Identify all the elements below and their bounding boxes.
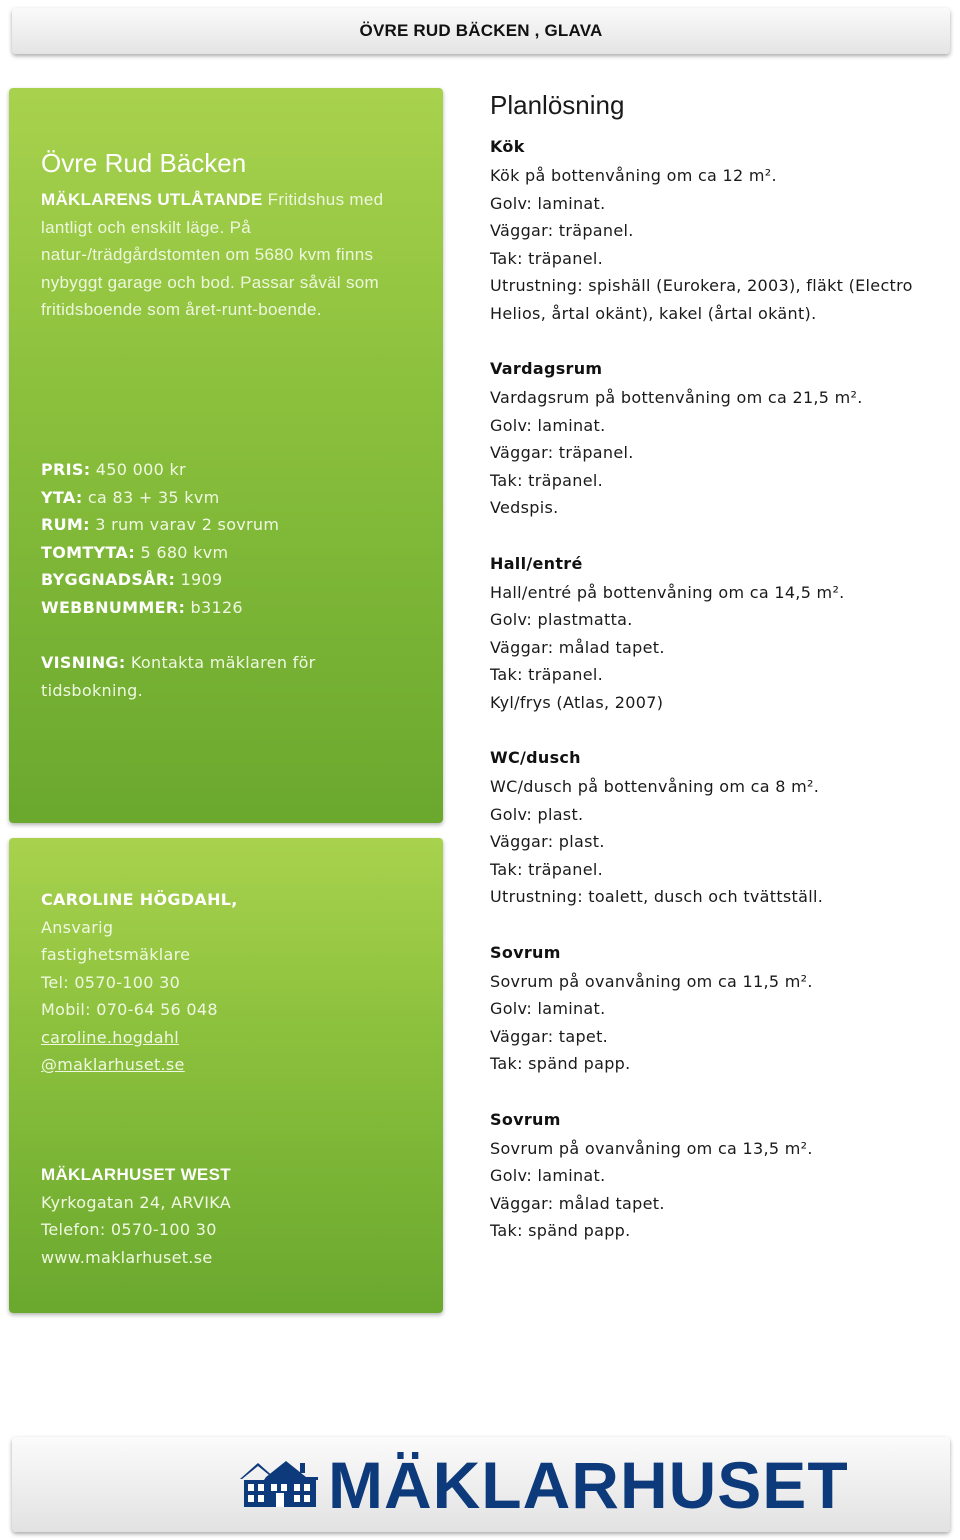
room-detail-line: Tak: träpanel.: [490, 470, 604, 490]
room-heading: WC/dusch: [490, 748, 581, 767]
room-heading: Kök: [490, 137, 525, 156]
room-detail-line: Väggar: målad tapet.: [490, 637, 665, 657]
room-detail-line: Tak: träpanel.: [490, 665, 604, 684]
room-detail-line: Vardagsrum på bottenvåning om ca 21,5 m².: [490, 388, 863, 407]
room-detail-line: Golv: laminat.: [490, 999, 606, 1018]
contact-panel: [9, 838, 443, 1313]
fact-value: b3126: [185, 597, 243, 617]
agent-phone[interactable]: Tel: 0570-100 30: [41, 972, 181, 992]
floor-plan-title: Planlösning: [490, 90, 625, 120]
viewing-label: VISNING:: [41, 653, 126, 672]
maklarhuset-logo-text: MÄKLARHUSET: [328, 1448, 849, 1522]
property-facts: [41, 456, 431, 621]
agent-email-part-1[interactable]: caroline.hogdahl: [41, 1027, 180, 1047]
fact-rooms: [41, 511, 431, 539]
agent-email-part-2[interactable]: @maklarhuset.se: [41, 1055, 185, 1074]
room-detail-line: Tak: träpanel.: [490, 248, 604, 268]
property-info-panel: [9, 88, 443, 823]
room-detail-line: Väggar: träpanel.: [490, 443, 634, 462]
fact-label: YTA:: [41, 487, 83, 507]
fact-value: 5 680 kvm: [135, 542, 229, 562]
room-detail-line: WC/dusch på bottenvåning om ca 8 m².: [490, 777, 820, 796]
room-detail-line: Väggar: målad tapet.: [490, 1193, 665, 1213]
room-detail-line: Golv: laminat.: [490, 193, 606, 213]
agent-name: CAROLINE HÖGDAHL,: [41, 890, 238, 909]
page-header: [12, 8, 950, 54]
maklarhuset-house-logo-icon: [238, 1459, 320, 1509]
room-detail-line: Vedspis.: [490, 498, 559, 517]
office-contact: [41, 1161, 341, 1271]
room-section: [490, 1105, 950, 1245]
fact-web-number: [41, 594, 431, 622]
room-section: [490, 549, 950, 717]
footer-logo-bar: [12, 1437, 950, 1532]
fact-plot-area: [41, 539, 431, 567]
room-detail-line: Tak: träpanel.: [490, 859, 604, 879]
fact-area: [41, 484, 431, 512]
fact-value: 450 000 kr: [90, 460, 186, 479]
room-section: [490, 938, 950, 1078]
room-detail-line: Utrustning: spishäll (Eurokera, 2003), fläkt (Electro Helios, årtal okänt), kakel (årtal okänt).: [490, 276, 913, 323]
fact-value: ca 83 + 35 kvm: [82, 487, 220, 507]
room-heading: Sovrum: [490, 942, 561, 962]
fact-value: 1909: [175, 570, 223, 589]
agent-role: Ansvarig fastighetsmäklare: [41, 917, 191, 964]
office-phone[interactable]: Telefon: 0570-100 30: [41, 1220, 217, 1239]
fact-label: BYGGNADSÅR:: [41, 570, 176, 589]
room-section: [490, 132, 950, 327]
room-heading: Hall/entré: [490, 553, 583, 573]
office-name: MÄKLARHUSET WEST: [41, 1165, 231, 1184]
viewing-info: [41, 649, 341, 704]
room-sections: [490, 132, 950, 1245]
broker-statement-text: Fritidshus med lantligt och enskilt läge. På natur-/trädgårdstomten om 5680 kvm finns nybyggt garage och bod. Passar såväl som fritidsboende som året-runt-boende.: [41, 190, 384, 319]
viewing-text: Kontakta mäklaren för tidsbokning.: [41, 653, 316, 700]
fact-label: PRIS:: [41, 460, 91, 479]
room-detail-line: Golv: laminat.: [490, 415, 606, 435]
fact-label: WEBBNUMMER:: [41, 597, 186, 617]
fact-build-year: [41, 566, 431, 594]
room-detail-line: Kök på bottenvåning om ca 12 m².: [490, 166, 777, 185]
room-detail-line: Utrustning: toalett, dusch och tvättställ.: [490, 887, 824, 906]
room-detail-line: Golv: plastmatta.: [490, 610, 633, 629]
room-heading: Vardagsrum: [490, 359, 603, 378]
floor-plan-description: [490, 86, 950, 1272]
broker-statement-label: MÄKLARENS UTLÅTANDE: [41, 190, 263, 209]
room-detail-line: Golv: laminat.: [490, 1166, 606, 1185]
room-detail-line: Väggar: tapet.: [490, 1026, 609, 1046]
room-detail-line: Väggar: träpanel.: [490, 221, 634, 240]
broker-statement: [41, 186, 431, 324]
fact-price: [41, 456, 431, 484]
agent-email-link[interactable]: [41, 1028, 185, 1075]
property-title: Övre Rud Bäcken: [41, 148, 247, 178]
fact-label: RUM:: [41, 515, 90, 534]
room-heading: Sovrum: [490, 1109, 561, 1129]
room-detail-line: Tak: spänd papp.: [490, 1054, 631, 1073]
room-detail-line: Kyl/frys (Atlas, 2007): [490, 692, 664, 712]
agent-mobile[interactable]: Mobil: 070-64 56 048: [41, 1000, 218, 1019]
room-detail-line: Hall/entré på bottenvåning om ca 14,5 m².: [490, 582, 845, 602]
room-detail-line: Sovrum på ovanvåning om ca 13,5 m².: [490, 1138, 813, 1158]
office-website[interactable]: www.maklarhuset.se: [41, 1247, 213, 1267]
room-detail-line: Väggar: plast.: [490, 832, 605, 851]
room-detail-line: Golv: plast.: [490, 804, 584, 824]
fact-value: 3 rum varav 2 sovrum: [89, 515, 280, 534]
agent-contact: [41, 886, 261, 1079]
room-section: [490, 354, 950, 522]
room-section: [490, 743, 950, 911]
office-address: Kyrkogatan 24, ARVIKA: [41, 1192, 231, 1212]
room-detail-line: Sovrum på ovanvåning om ca 11,5 m².: [490, 971, 813, 991]
room-detail-line: Tak: spänd papp.: [490, 1221, 631, 1240]
page-header-title: ÖVRE RUD BÄCKEN , GLAVA: [359, 21, 603, 40]
fact-label: TOMTYTA:: [41, 542, 136, 562]
